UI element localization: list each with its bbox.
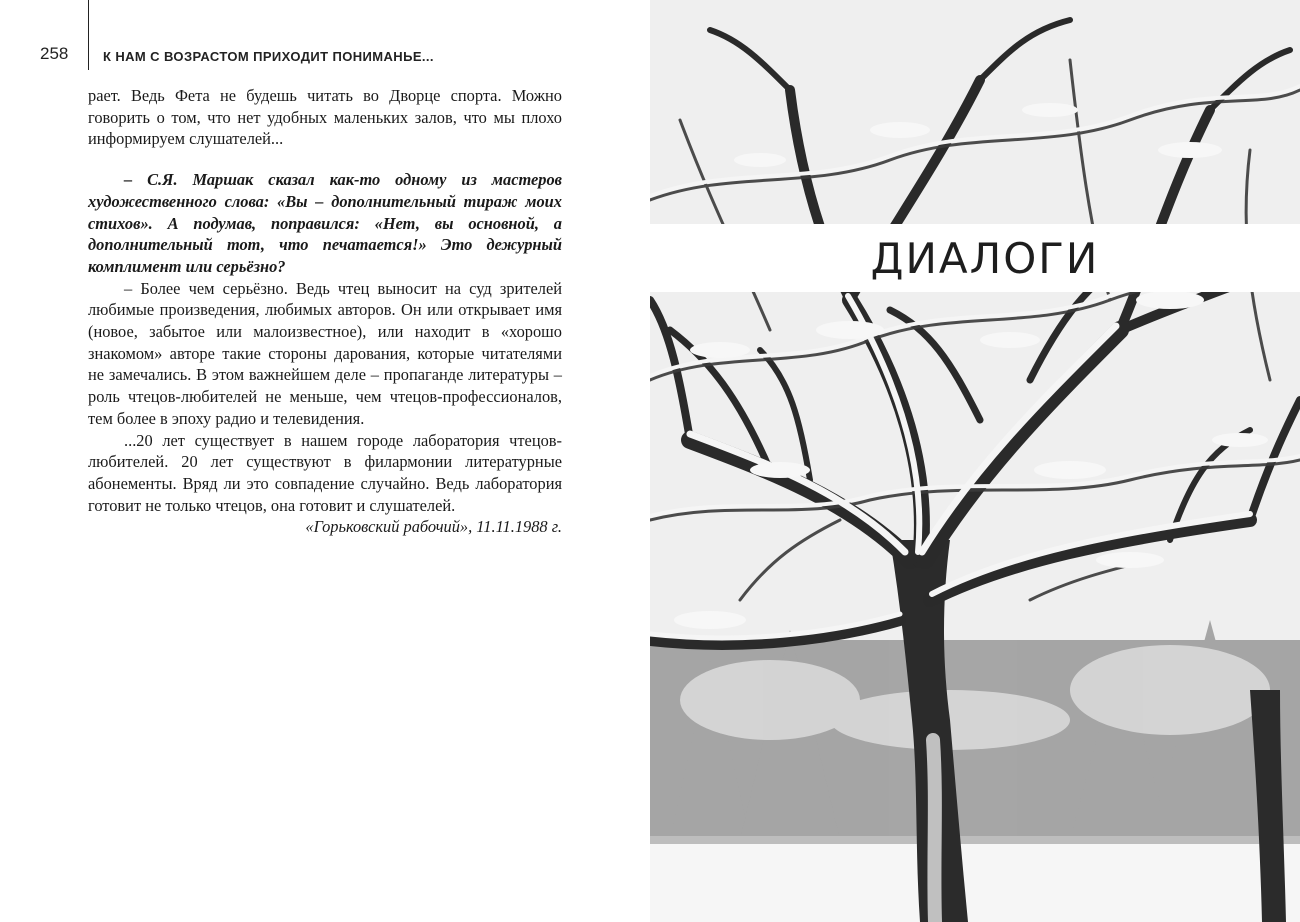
source-citation: «Горьковский рабочий», 11.11.1988 г. [305, 517, 562, 537]
header-rule [88, 0, 89, 70]
section-title: ДИАЛОГИ [870, 233, 1100, 283]
right-page [650, 0, 1300, 922]
interview-question: – С.Я. Маршак сказал как-то одному из мастеров художественного слова: «Вы – дополнительный тираж моих стихов». А подумав, поправился: «Нет, вы основной, а дополнительный тот, что печатается!» Это дежурный комплимент или серьёзно? [88, 170, 562, 276]
page-number: 258 [40, 44, 69, 63]
article-text [88, 85, 562, 538]
paragraph: ...20 лет существует в нашем городе лаборатория чтецов-любителей. 20 лет существуют в филармонии литературные абонементы. Вряд ли это совпадение случайно. Ведь лаборатория готовит не только чтецов, она готовит и слушателей. [88, 430, 562, 515]
section-title-band [650, 224, 1300, 292]
running-head: К НАМ С ВОЗРАСТОМ ПРИХОДИТ ПОНИМАНЬЕ... [103, 49, 434, 64]
interview-answer: – Более чем серьёзно. Ведь чтец выносит на суд зрителей любимые произведения, любимых авторов. Он или открывает имя (новое, забытое или малоизвестное), или находит в «хорошо знакомом» авторе такие стороны дарования, которые читателями не замечались. В этом важнейшем деле – пропаганде литературы – роль чтецов-любителей не меньше, чем чтецов-профессионалов, тем более в эпоху радио и телевидения. [88, 278, 562, 428]
paragraph: рает. Ведь Фета не будешь читать во Дворце спорта. Можно говорить о том, что нет удобных маленьких залов, что мы плохо информируем слушателей... [88, 86, 562, 149]
snow-tree-photo [650, 0, 1300, 922]
